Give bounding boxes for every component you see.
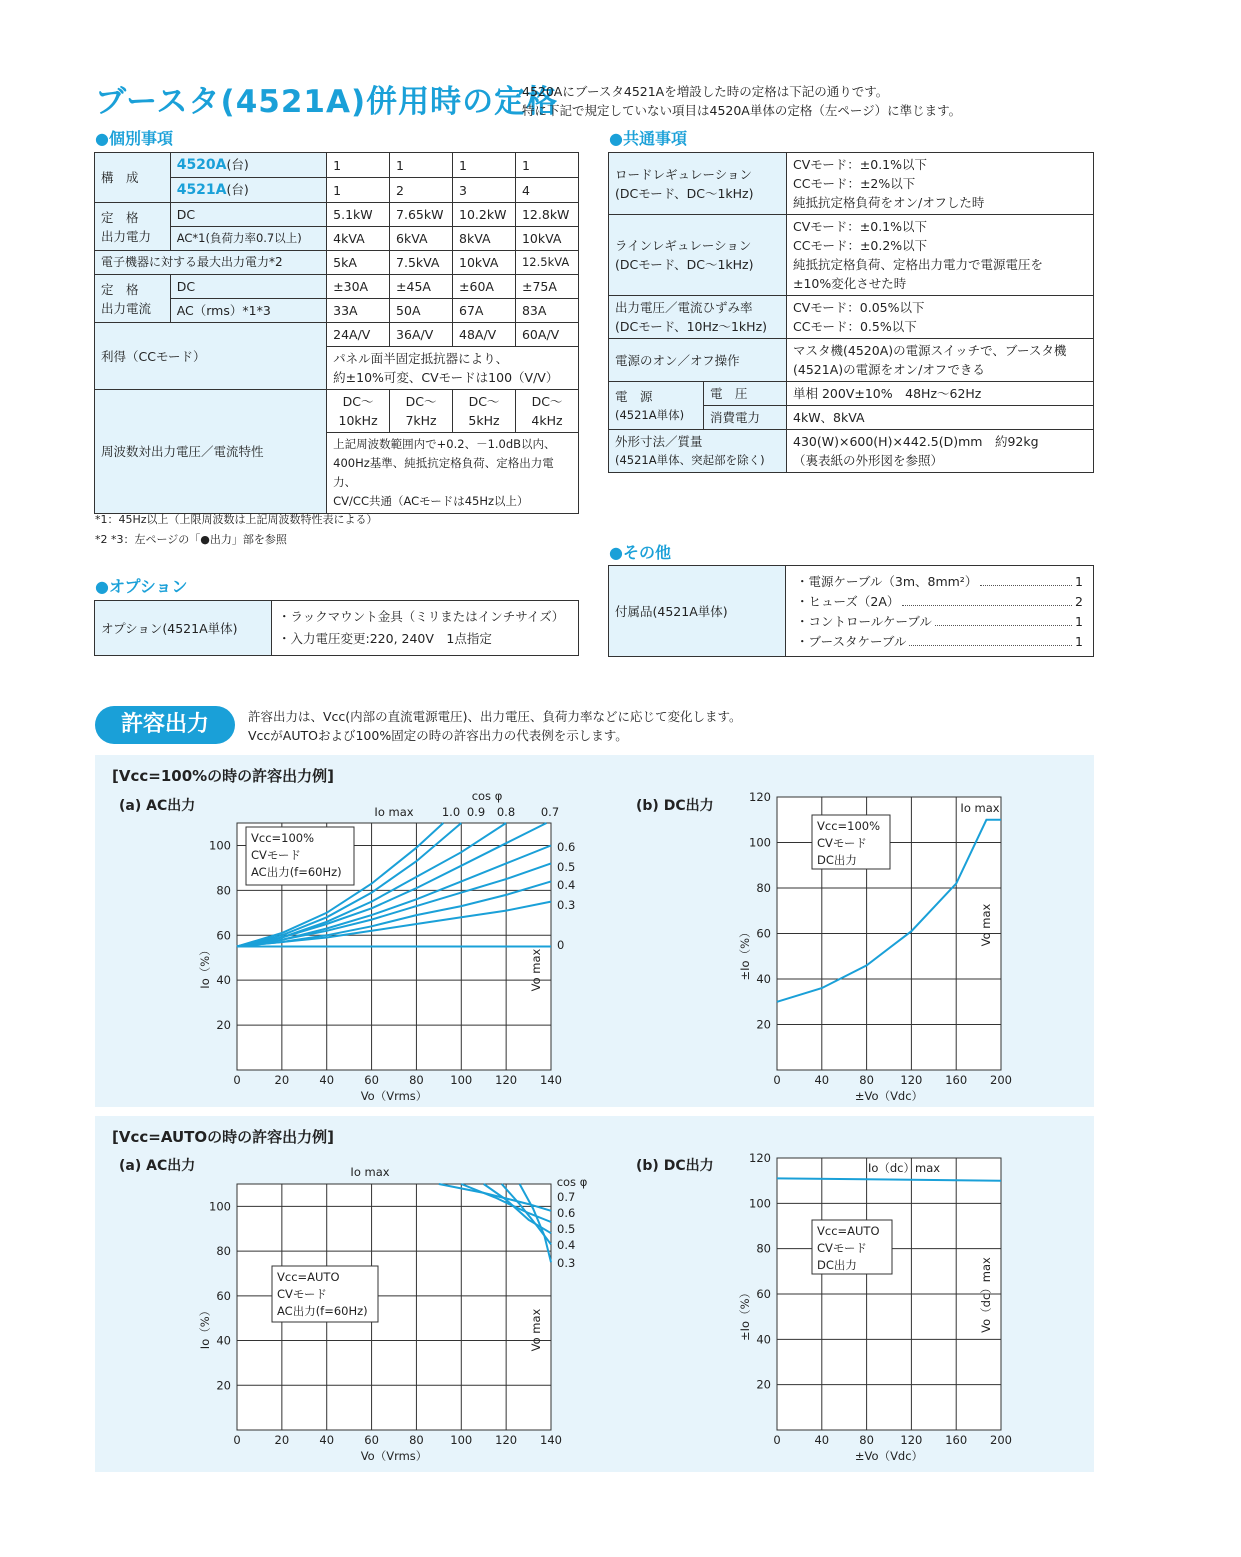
y-tick-label: 60 (216, 928, 231, 943)
other-heading: ●その他 (609, 543, 671, 562)
x-tick-label: 40 (319, 1433, 335, 1447)
dimension-label: 外形寸法／質量 (4521A単体、突起部を除く) (609, 430, 787, 473)
y-tick-label: 40 (216, 973, 231, 988)
panel2-title: [Vcc=AUTOの時の許容出力例] (112, 1128, 334, 1146)
x-tick-label: 120 (900, 1073, 923, 1087)
common-heading: ●共通事項 (609, 129, 687, 148)
cell: 4 (515, 178, 578, 203)
cell: 12.5kVA (515, 251, 578, 275)
cell: 8kVA (453, 227, 516, 251)
cos-value-label: 0.8 (496, 805, 516, 819)
legend-text: CVモード (277, 1287, 327, 1301)
cell: 5kA (327, 251, 390, 275)
allowable-output-badge: 許容出力 (95, 706, 235, 744)
y-tick-label: 20 (756, 1377, 771, 1392)
list-item: ・コントロールケーブル 1 (796, 614, 1083, 629)
label-line: 定 格 (101, 209, 139, 225)
x-axis-label: ±Vo（Vdc） (854, 1089, 924, 1103)
intro-line: 特に下記で規定していない項目は4520A単体の定格（左ページ）に準じます。 (522, 103, 962, 118)
footnote: *1：45Hz以上（上限周波数は上記周波数特性表による） (95, 513, 378, 526)
cell: 83A (515, 299, 578, 323)
cos-value-label: 0.5 (557, 1222, 576, 1236)
dc-label: DC (170, 275, 326, 299)
line-reg-label: ラインレギュレーション (DCモード、DC～1kHz) (609, 215, 787, 296)
ac-rms-label: AC（rms）*1*3 (170, 299, 326, 323)
model-4520: 4520A (176, 157, 227, 173)
y-axis-label: ±Io（%） (738, 926, 752, 981)
cell: ±75A (515, 275, 578, 299)
x-tick-label: 200 (990, 1073, 1012, 1087)
cos-value-label: 0.3 (557, 1256, 576, 1270)
io-max-label: Io max (350, 1165, 390, 1179)
x-tick-label: 0 (773, 1433, 781, 1447)
footnote: *2 *3：左ページの「●出力」部を参照 (95, 533, 287, 546)
y-tick-label: 100 (749, 1196, 771, 1211)
x-tick-label: 40 (319, 1073, 335, 1087)
x-tick-label: 100 (450, 1073, 473, 1087)
legend-text: DC出力 (817, 1258, 857, 1272)
x-tick-label: 200 (990, 1433, 1012, 1447)
options-heading: ●オプション (95, 577, 188, 596)
label-line: 出力電流 (101, 300, 152, 316)
cos-value-label: 1.0 (441, 805, 461, 819)
label-line: 定 格 (101, 281, 139, 297)
y-axis-label: Io（%） (198, 1304, 212, 1350)
cell: 3 (453, 178, 516, 203)
legend-text: CVモード (817, 836, 867, 850)
y-tick-label: 60 (756, 1287, 771, 1301)
y-tick-label: 100 (209, 1199, 231, 1214)
cell: 5.1kW (327, 203, 390, 227)
cell: 2 (390, 178, 453, 203)
x-tick-label: 80 (409, 1073, 424, 1087)
power-supply-label: 電 源 (4521A単体) (609, 382, 704, 430)
x-tick-label: 140 (540, 1433, 562, 1447)
list-item: ・電源ケーブル（3m、8mm²） 1 (796, 574, 1083, 589)
load-reg-values: CVモード：±0.1%以下 CCモード：±2%以下 純抵抗定格負荷をオン/オフした時 (787, 153, 1094, 215)
load-reg-label: ロードレギュレーション (DCモード、DC～1kHz) (609, 153, 787, 215)
x-tick-label: 80 (859, 1433, 874, 1447)
intro-line: 4520Aにブースタ4521Aを増設した時の定格は下記の通りです。 (522, 84, 889, 99)
unit-label: (台) (226, 157, 249, 172)
cos-value-label: 0.5 (557, 860, 576, 874)
onoff-values: マスタ機(4520A)の電源スイッチで、ブースタ機 (4521A)の電源をオン/オフできる (787, 339, 1094, 382)
cell: 1 (453, 153, 516, 178)
y-tick-label: 100 (749, 835, 771, 850)
cell: 67A (453, 299, 516, 323)
voltage-value: 単相 200V±10% 48Hz～62Hz (787, 382, 1094, 406)
io-max-label: Io max (960, 801, 1000, 815)
line-reg-values: CVモード：±0.1%以下 CCモード：±0.2%以下 純抵抗定格負荷、定格出力電力で電源電圧を ±10%変化させた時 (787, 215, 1094, 296)
freq-label: 周波数対出力電圧／電流特性 (95, 390, 327, 514)
max-power-label: 電子機器に対する最大出力電力*2 (95, 251, 327, 275)
legend-text: CVモード (251, 848, 301, 862)
cell: 10.2kW (453, 203, 516, 227)
distortion-label: 出力電圧／電流ひずみ率 (DCモード、10Hz～1kHz) (609, 296, 787, 339)
cell: 6kVA (390, 227, 453, 251)
chart1-title: (a) AC出力 (119, 798, 196, 814)
y-tick-label: 120 (749, 790, 771, 804)
individual-heading: ●個別事項 (95, 129, 173, 148)
cos-value-label: 0.7 (557, 1190, 576, 1204)
allowable-output-desc: 許容出力は、Vcc(内部の直流電源電圧)、出力電圧、負荷力率などに応じて変化します。 VccがAUTOおよび100%固定の時の許容出力の代表例を示します。 (248, 709, 742, 743)
dc-label: DC (170, 203, 326, 227)
legend-text: DC出力 (817, 853, 857, 867)
cell: DC～ 5kHz (453, 390, 516, 433)
unit-label: (台) (226, 182, 249, 197)
note-line: 約±10%可変、CVモードは100（V/V） (333, 370, 559, 385)
cell: 50A (390, 299, 453, 323)
cos-value-label: 0 (557, 938, 565, 952)
cell: 7.65kW (390, 203, 453, 227)
chart3-title: (a) AC出力 (119, 1158, 196, 1174)
x-tick-label: 140 (540, 1073, 562, 1087)
legend-text: CVモード (817, 1241, 867, 1255)
y-tick-label: 60 (216, 1288, 231, 1303)
cell: DC～ 10kHz (327, 390, 390, 433)
x-tick-label: 160 (945, 1073, 968, 1087)
panel1-title: [Vcc=100%の時の許容出力例] (112, 767, 335, 785)
option-item: ・ラックマウント金具（ミリまたはインチサイズ） (278, 609, 565, 624)
chart2-title: (b) DC出力 (636, 798, 714, 814)
distortion-values: CVモード：0.05%以下 CCモード：0.5%以下 (787, 296, 1094, 339)
consumption-label: 消費電力 (704, 406, 787, 430)
vo-max-label: Vo max (529, 1308, 543, 1352)
cell: 4kVA (327, 227, 390, 251)
x-tick-label: 0 (233, 1073, 241, 1087)
y-tick-label: 40 (756, 972, 771, 986)
y-tick-label: 60 (756, 926, 771, 941)
x-tick-label: 40 (814, 1073, 830, 1087)
cell: 10kVA (515, 227, 578, 251)
x-tick-label: 160 (945, 1433, 968, 1447)
y-tick-label: 20 (756, 1017, 771, 1032)
x-tick-label: 60 (364, 1073, 379, 1087)
y-axis-label: Io（%） (198, 944, 212, 989)
y-tick-label: 80 (756, 881, 771, 895)
x-axis-label: Vo（Vrms） (360, 1449, 428, 1463)
voltage-label: 電 圧 (704, 382, 787, 406)
x-tick-label: 120 (495, 1073, 518, 1087)
cell: 1 (327, 178, 390, 203)
cos-value-label: 0.4 (557, 1238, 576, 1252)
list-item: ・ブースタケーブル 1 (796, 634, 1083, 649)
cos-value-label: 0.3 (557, 898, 576, 912)
cell: 48A/V (453, 323, 516, 347)
cell: 36A/V (390, 323, 453, 347)
vo-max-label: Vo（dc）max (979, 1257, 993, 1333)
x-tick-label: 0 (233, 1433, 241, 1447)
cell: DC～ 7kHz (390, 390, 453, 433)
vo-max-label: Vo max (529, 948, 543, 992)
x-axis-label: ±Vo（Vdc） (854, 1449, 924, 1463)
cell: 60A/V (515, 323, 578, 347)
cell: 7.5kVA (390, 251, 453, 275)
legend-text: Vcc=100% (817, 819, 881, 833)
cell: 1 (327, 153, 390, 178)
legend-text: AC出力(f=60Hz) (277, 1304, 368, 1318)
y-tick-label: 120 (749, 1151, 771, 1165)
y-tick-label: 40 (216, 1333, 231, 1348)
y-tick-label: 80 (216, 1244, 231, 1259)
cell: 1 (390, 153, 453, 178)
y-tick-label: 40 (756, 1332, 771, 1347)
x-tick-label: 120 (900, 1433, 923, 1447)
page-title: ブースタ(4521A)併用時の定格 (95, 84, 559, 120)
x-tick-label: 0 (773, 1073, 781, 1087)
cos-phi-label: cos φ (556, 1175, 588, 1189)
y-tick-label: 80 (756, 1241, 771, 1256)
x-tick-label: 100 (450, 1433, 473, 1447)
legend-text: AC出力(f=60Hz) (251, 865, 342, 879)
consumption-value: 4kW、8kVA (787, 406, 1094, 430)
io-max-label: Io（dc）max (867, 1161, 941, 1175)
cos-value-label: 0.4 (557, 878, 576, 892)
cos-value-label: 0.9 (466, 805, 486, 819)
option-item: ・入力電圧変更:220, 240V 1点指定 (278, 631, 492, 646)
legend-text: Vcc=AUTO (277, 1270, 340, 1284)
cell: 33A (327, 299, 390, 323)
x-tick-label: 20 (274, 1073, 290, 1087)
gain-label: 利得（CCモード） (95, 323, 327, 390)
y-tick-label: 100 (209, 838, 231, 853)
options-label: オプション(4521A単体) (95, 601, 272, 656)
x-tick-label: 40 (814, 1433, 830, 1447)
cell: ±45A (390, 275, 453, 299)
dimension-values: 430(W)×600(H)×442.5(D)mm 約92kg （裏表紙の外形図を参照） (787, 430, 1094, 473)
cell: 10kVA (453, 251, 516, 275)
note-line: パネル面半固定抵抗器により、 (333, 351, 509, 366)
cos-value-label: 0.6 (557, 1206, 576, 1220)
x-tick-label: 20 (274, 1433, 290, 1447)
cos-phi-label: cos φ (471, 789, 503, 803)
y-tick-label: 80 (216, 883, 231, 898)
x-axis-label: Vo（Vrms） (360, 1089, 428, 1103)
list-item: ・ヒューズ（2A） 2 (796, 594, 1083, 609)
onoff-label: 電源のオン／オフ操作 (609, 339, 787, 382)
label-line: 出力電力 (101, 228, 152, 244)
cell: DC～ 4kHz (515, 390, 578, 433)
y-axis-label: ±Io（%） (738, 1287, 752, 1341)
x-tick-label: 80 (409, 1433, 424, 1447)
cell: ±30A (327, 275, 390, 299)
x-tick-label: 60 (364, 1433, 379, 1447)
y-tick-label: 20 (216, 1378, 231, 1393)
io-max-label: Io max (374, 805, 414, 819)
cos-value-label: 0.6 (557, 840, 576, 854)
vo-max-label: Vo max (979, 903, 993, 947)
config-label: 構 成 (95, 153, 171, 203)
y-tick-label: 20 (216, 1018, 231, 1033)
cell: 12.8kW (515, 203, 578, 227)
cell: ±60A (453, 275, 516, 299)
cell: 1 (515, 153, 578, 178)
cell: 24A/V (327, 323, 390, 347)
chart4-title: (b) DC出力 (636, 1158, 714, 1174)
cos-value-label: 0.7 (540, 805, 560, 819)
freq-note: 上記周波数範囲内で+0.2、－1.0dB以内、 400Hz基準、純抵抗定格負荷、定格出力電力、 CV/CC共通（ACモードは45Hz以上） (327, 433, 579, 514)
ac-label: AC*1(負荷力率0.7以上) (170, 227, 326, 251)
accessory-label: 付属品(4521A単体) (609, 566, 786, 657)
legend-text: Vcc=AUTO (817, 1224, 880, 1238)
x-tick-label: 80 (859, 1073, 874, 1087)
legend-text: Vcc=100% (251, 831, 315, 845)
x-tick-label: 120 (495, 1433, 518, 1447)
model-4521: 4521A (176, 182, 227, 198)
